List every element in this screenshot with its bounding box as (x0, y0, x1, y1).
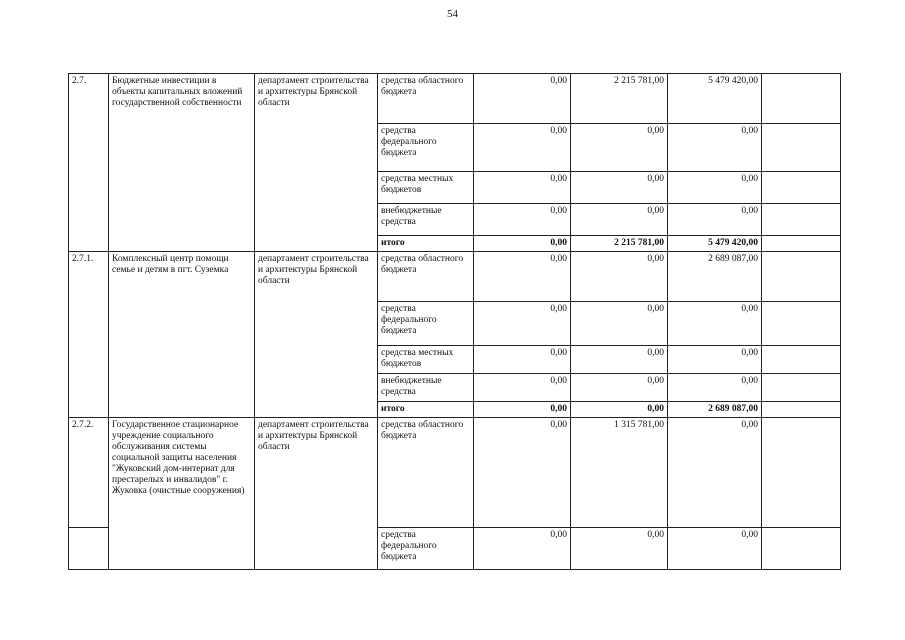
value-cell: 0,00 (668, 204, 762, 236)
value-cell: 0,00 (474, 252, 571, 302)
value-cell: 0,00 (474, 302, 571, 346)
empty-cell (762, 528, 841, 570)
item-name: Комплексный центр помощи семье и детям в пгт. Суземка (109, 252, 255, 418)
total-value: 0,00 (474, 236, 571, 252)
item-name: Государственное стационарное учреждение социального обслуживания системы социальной защиты населения "Жуковский дом-интернат для престарелых и инвалидов" г. Жуковка (очистные сооружения) (109, 418, 255, 570)
item-department: департамент строительства и архитектуры Брянской области (255, 252, 378, 418)
value-cell: 0,00 (474, 172, 571, 204)
table-row (69, 418, 841, 528)
budget-table (68, 73, 841, 570)
page-number: 54 (447, 8, 458, 20)
value-cell: 0,00 (668, 528, 762, 570)
total-value: 0,00 (571, 402, 668, 418)
source-label: средства местных бюджетов (378, 346, 474, 374)
empty-cell (762, 252, 841, 302)
empty-cell (762, 74, 841, 124)
value-cell: 0,00 (474, 374, 571, 402)
table-row (69, 74, 841, 124)
empty-cell (762, 302, 841, 346)
value-cell: 0,00 (668, 374, 762, 402)
value-cell: 0,00 (474, 346, 571, 374)
value-cell: 0,00 (474, 204, 571, 236)
empty-cell (762, 374, 841, 402)
table-row (69, 252, 841, 302)
value-cell: 0,00 (571, 302, 668, 346)
value-cell: 0,00 (571, 172, 668, 204)
item-name: Бюджетные инвестиции в объекты капитальных вложений государственной собственности (109, 74, 255, 252)
value-cell: 0,00 (668, 418, 762, 528)
empty-cell (762, 172, 841, 204)
source-label: средства федерального бюджета (378, 302, 474, 346)
value-cell: 0,00 (571, 374, 668, 402)
value-cell: 0,00 (571, 204, 668, 236)
total-value: 0,00 (474, 402, 571, 418)
source-label: средства областного бюджета (378, 74, 474, 124)
value-cell: 0,00 (668, 346, 762, 374)
source-label: внебюджетные средства (378, 204, 474, 236)
value-cell: 2 689 087,00 (668, 252, 762, 302)
value-cell: 0,00 (668, 124, 762, 172)
value-cell: 0,00 (474, 124, 571, 172)
source-label: итого (378, 402, 474, 418)
value-cell: 1 315 781,00 (571, 418, 668, 528)
empty-cell (762, 236, 841, 252)
source-label: итого (378, 236, 474, 252)
value-cell: 0,00 (474, 74, 571, 124)
total-value: 2 215 781,00 (571, 236, 668, 252)
empty-cell (69, 528, 109, 570)
value-cell: 2 215 781,00 (571, 74, 668, 124)
total-value: 5 479 420,00 (668, 236, 762, 252)
empty-cell (762, 402, 841, 418)
empty-cell (762, 418, 841, 528)
value-cell: 0,00 (668, 302, 762, 346)
value-cell: 0,00 (668, 172, 762, 204)
value-cell: 0,00 (571, 252, 668, 302)
total-value: 2 689 087,00 (668, 402, 762, 418)
item-number: 2.7.1. (69, 252, 109, 418)
item-department: департамент строительства и архитектуры Брянской области (255, 74, 378, 252)
source-label: средства федерального бюджета (378, 124, 474, 172)
value-cell: 5 479 420,00 (668, 74, 762, 124)
item-department: департамент строительства и архитектуры Брянской области (255, 418, 378, 570)
source-label: внебюджетные средства (378, 374, 474, 402)
value-cell: 0,00 (474, 418, 571, 528)
source-label: средства областного бюджета (378, 252, 474, 302)
value-cell: 0,00 (571, 124, 668, 172)
source-label: средства местных бюджетов (378, 172, 474, 204)
empty-cell (762, 124, 841, 172)
item-number: 2.7.2. (69, 418, 109, 528)
value-cell: 0,00 (571, 346, 668, 374)
value-cell: 0,00 (571, 528, 668, 570)
source-label: средства федерального бюджета (378, 528, 474, 570)
item-number: 2.7. (69, 74, 109, 252)
source-label: средства областного бюджета (378, 418, 474, 528)
empty-cell (762, 346, 841, 374)
empty-cell (762, 204, 841, 236)
value-cell: 0,00 (474, 528, 571, 570)
